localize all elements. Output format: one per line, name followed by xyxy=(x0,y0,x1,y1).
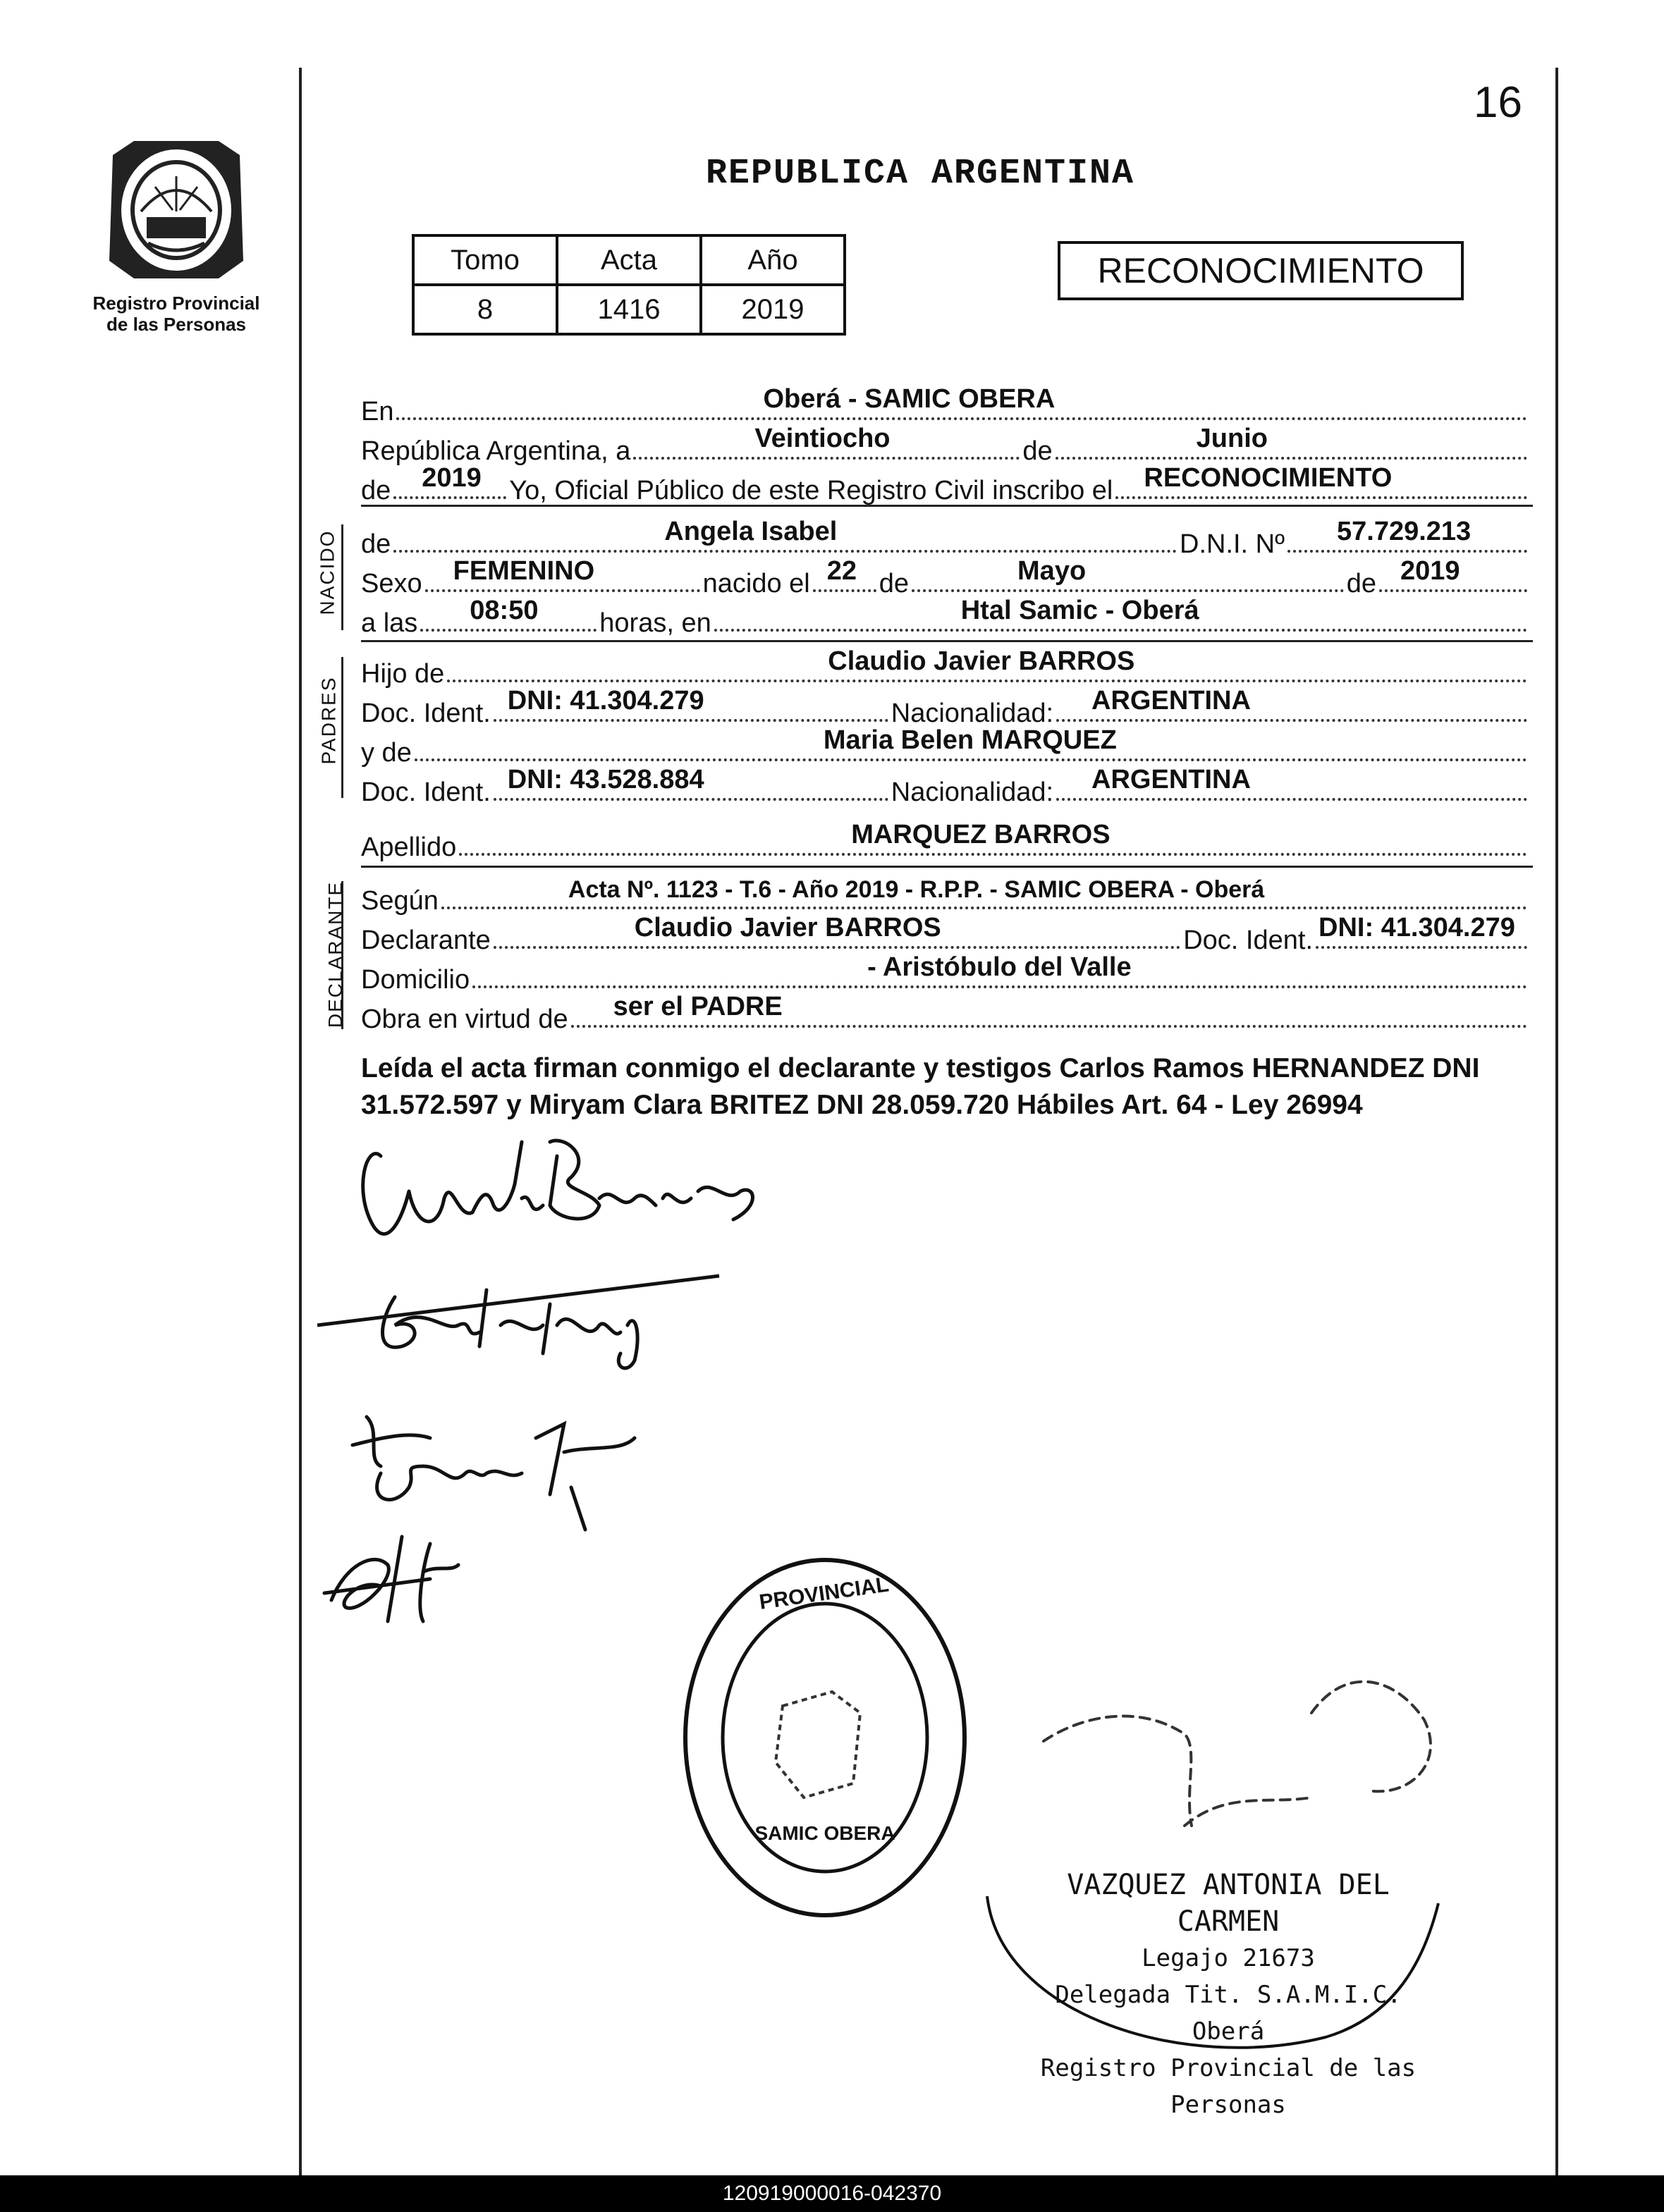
label-apellido: Apellido xyxy=(361,832,457,862)
value-mother-name: Maria Belen MARQUEZ xyxy=(823,725,1117,755)
value-birth-month: Mayo xyxy=(1017,556,1087,586)
row-declarante xyxy=(361,913,1530,956)
row-padre xyxy=(361,646,1530,689)
country-title: REPUBLICA ARGENTINA xyxy=(705,154,1135,194)
logo-caption xyxy=(78,293,275,335)
official-office: Registro Provincial de las Personas xyxy=(1040,2054,1417,2119)
page-number: 16 xyxy=(1474,78,1522,127)
official-name: VAZQUEZ ANTONIA DEL CARMEN xyxy=(1067,1869,1390,1938)
value-act-type: RECONOCIMIENTO xyxy=(1144,463,1393,493)
row-obra xyxy=(361,992,1530,1035)
left-margin-line xyxy=(299,68,302,2175)
value-anio: 2019 xyxy=(701,285,845,334)
value-source-record: Acta Nº. 1123 - T.6 - Año 2019 - R.P.P. - SAMIC OBERA - Oberá xyxy=(568,876,1265,903)
label-doc-ident: Doc. Ident. xyxy=(361,699,491,728)
row-en xyxy=(361,384,1530,427)
label-de: de xyxy=(1022,436,1053,466)
label-republica: República Argentina, a xyxy=(361,436,631,466)
signature-witness-1 xyxy=(338,1396,663,1537)
value-declarant-dni: DNI: 41.304.279 xyxy=(1319,913,1515,942)
section-label-declarant: DECLARANTE xyxy=(324,880,347,1028)
label-segun: Según xyxy=(361,886,439,916)
row-sexo xyxy=(361,556,1530,599)
label-de-1: de xyxy=(879,569,910,598)
label-de-year: de xyxy=(361,476,391,505)
section-label-parents: PADRES xyxy=(317,676,340,765)
label-doc-ident-2: Doc. Ident. xyxy=(361,778,491,807)
section-label-born: NACIDO xyxy=(316,529,338,615)
value-address: - Aristóbulo del Valle xyxy=(867,952,1132,982)
label-horas-en: horas, en xyxy=(599,608,711,638)
signature-mother xyxy=(303,1262,740,1382)
born-bracket xyxy=(341,524,343,630)
label-inscribo: Yo, Oficial Público de este Registro Civil inscribo el xyxy=(509,476,1113,505)
value-tomo: 8 xyxy=(413,285,557,334)
provincial-seal-icon xyxy=(85,127,268,289)
header-anio: Año xyxy=(701,235,845,285)
row-hora xyxy=(361,596,1530,639)
value-year: 2019 xyxy=(422,463,482,493)
svg-text:SAMIC OBERA: SAMIC OBERA xyxy=(754,1822,895,1844)
official-role: Delegada Tit. S.A.M.I.C. Oberá xyxy=(1055,1981,1402,2046)
row-nombre xyxy=(361,517,1530,560)
row-madre xyxy=(361,725,1530,768)
label-hijo-de: Hijo de xyxy=(361,659,445,689)
value-birth-year: 2019 xyxy=(1400,556,1460,586)
value-day: Veintiocho xyxy=(754,424,891,453)
row-anio xyxy=(361,463,1530,506)
registry-seal-stamp xyxy=(677,1551,973,1924)
section-divider-parents xyxy=(361,640,1533,642)
label-obra-en-virtud: Obra en virtud de xyxy=(361,1004,568,1034)
label-nacionalidad-2: Nacionalidad: xyxy=(891,778,1054,807)
value-surname: MARQUEZ BARROS xyxy=(851,820,1111,849)
row-padre-doc xyxy=(361,686,1530,729)
record-type-box: RECONOCIMIENTO xyxy=(1058,241,1464,300)
label-en: En xyxy=(361,397,394,426)
row-segun xyxy=(361,878,1530,916)
legal-statement: Leída el acta firman conmigo el declarante y testigos Carlos Ramos HERNANDEZ DNI 31.572.597 y Miryam Clara BRITEZ DNI 28.059.720 Hábiles Art. 64 - Ley 26994 xyxy=(361,1053,1480,1120)
row-fecha xyxy=(361,424,1530,467)
official-stamp-text xyxy=(1031,1867,1426,2123)
value-father-nationality: ARGENTINA xyxy=(1091,686,1251,715)
signature-witness-2 xyxy=(317,1523,487,1628)
value-birth-time: 08:50 xyxy=(470,596,539,625)
signature-declarant xyxy=(338,1114,776,1269)
row-domicilio xyxy=(361,952,1530,995)
label-a-las: a las xyxy=(361,608,418,638)
official-legajo: Legajo 21673 xyxy=(1142,1944,1315,1972)
label-nacionalidad: Nacionalidad: xyxy=(891,699,1054,728)
value-reason: ser el PADRE xyxy=(613,992,783,1021)
value-birth-place: Htal Samic - Oberá xyxy=(960,596,1199,625)
header-tomo: Tomo xyxy=(413,235,557,285)
record-reference-table xyxy=(412,234,846,336)
label-dni: D.N.I. Nº xyxy=(1180,529,1285,559)
value-declarant-name: Claudio Javier BARROS xyxy=(634,913,941,942)
label-declarante: Declarante xyxy=(361,926,491,955)
parents-bracket xyxy=(341,657,343,798)
value-mother-dni: DNI: 43.528.884 xyxy=(507,765,704,794)
logo-caption-line2: de las Personas xyxy=(106,314,246,335)
value-child-name: Angela Isabel xyxy=(664,517,838,546)
value-birth-day: 22 xyxy=(826,556,857,586)
label-de-nombre: de xyxy=(361,529,391,559)
row-madre-doc xyxy=(361,765,1530,808)
label-domicilio: Domicilio xyxy=(361,965,470,995)
label-nacido: nacido el xyxy=(702,569,810,598)
svg-text:PROVINCIAL: PROVINCIAL xyxy=(757,1573,891,1614)
value-father-dni: DNI: 41.304.279 xyxy=(507,686,704,715)
logo-caption-line1: Registro Provincial xyxy=(92,293,260,314)
right-margin-line xyxy=(1555,68,1558,2175)
barcode-footer: 120919000016-042370 xyxy=(0,2175,1664,2212)
label-doc-ident-3: Doc. Ident. xyxy=(1183,926,1313,955)
value-place: Oberá - SAMIC OBERA xyxy=(763,384,1056,414)
header-acta: Acta xyxy=(557,235,701,285)
value-acta: 1416 xyxy=(557,285,701,334)
section-divider-apellido xyxy=(361,866,1533,868)
value-child-dni: 57.729.213 xyxy=(1337,517,1472,546)
value-father-name: Claudio Javier BARROS xyxy=(828,646,1135,676)
label-sexo: Sexo xyxy=(361,569,422,598)
label-de-2: de xyxy=(1346,569,1376,598)
row-apellido xyxy=(361,820,1530,863)
value-month: Junio xyxy=(1196,424,1268,453)
value-mother-nationality: ARGENTINA xyxy=(1091,765,1251,794)
label-y-de: y de xyxy=(361,738,412,768)
value-sex: FEMENINO xyxy=(453,556,595,586)
